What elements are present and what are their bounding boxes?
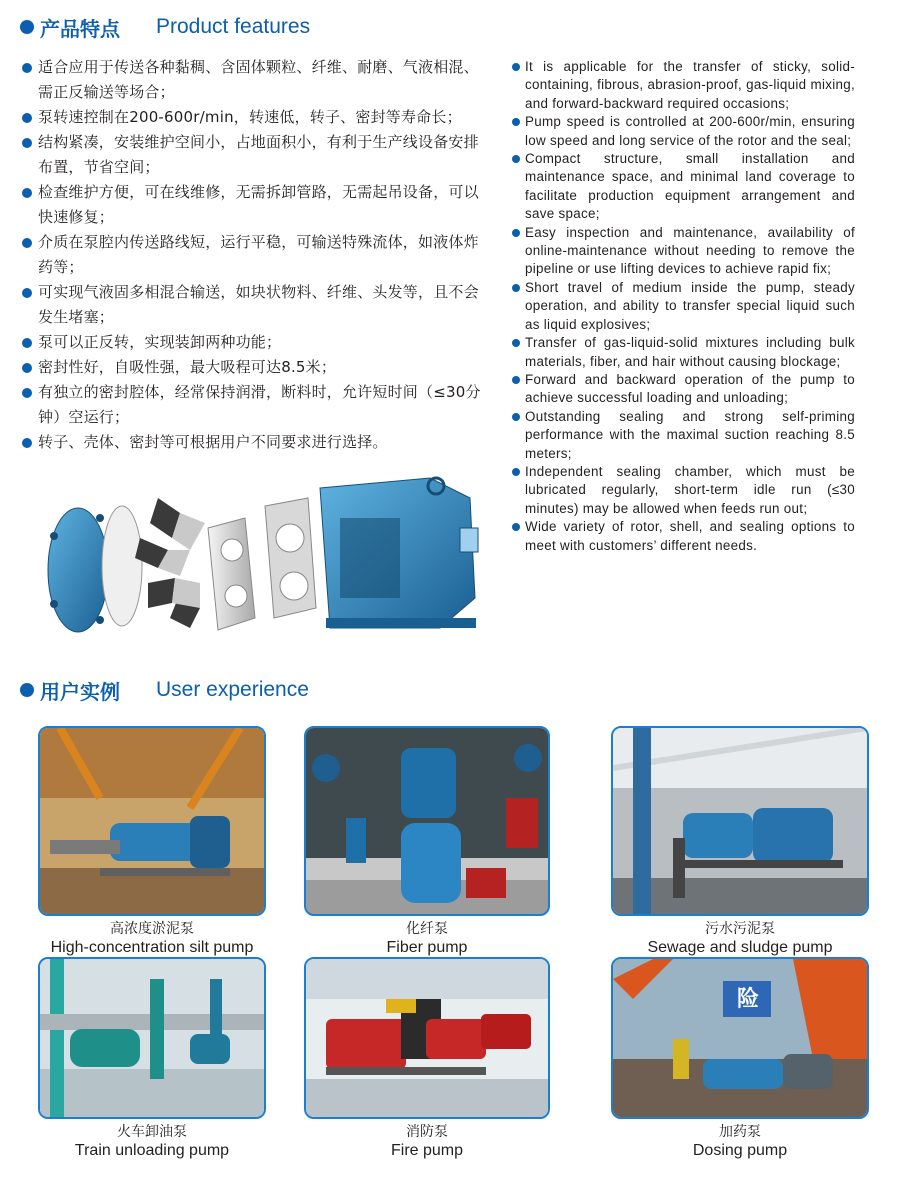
feature-en-item: Easy inspection and maintenance, availability of online-maintenance without needing to remove the pipeline or use lifting devices to achieve rapid fix; <box>512 224 855 279</box>
feature-zh-item: 介质在泵腔内传送路线短，运行平稳，可输送特殊流体，如液体炸药等； <box>22 230 492 280</box>
case-caption-zh: 污水污泥泵 <box>705 921 775 937</box>
feature-zh-item: 密封性好，自吸性强，最大吸程可达8.5米； <box>22 355 492 380</box>
case-caption-en: Fire pump <box>390 1142 464 1159</box>
case-photo-dosing-pump <box>611 957 869 1119</box>
experience-heading <box>20 675 309 705</box>
case-photo-fiber-pump <box>304 726 550 916</box>
case-caption-en: Fiber pump <box>386 939 468 956</box>
case-caption-zh: 化纤泵 <box>406 921 448 937</box>
case-card-fiber-pump <box>304 726 550 958</box>
feature-en-item: Forward and backward operation of the pump to achieve successful loading and unloading; <box>512 371 855 408</box>
case-caption-zh: 加药泵 <box>719 1124 761 1140</box>
features-title-en: Product features <box>156 15 311 38</box>
experience-title-zh: 用户实例 <box>40 679 120 704</box>
feature-en-item: Wide variety of rotor, shell, and sealing options to meet with customers’ different needs. <box>512 518 855 555</box>
case-card-train-unloading-pump <box>38 957 266 1161</box>
case-caption-zh: 高浓度淤泥泵 <box>110 921 194 937</box>
feature-zh-item: 转子、壳体、密封等可根据用户不同要求进行选择。 <box>22 430 492 455</box>
bullet-dot-icon <box>20 683 34 697</box>
feature-en-item: It is applicable for the transfer of sticky, solid-containing, fibrous, abrasion-proof, gas-liquid mixing, and forward-backward required occasions; <box>512 58 855 113</box>
case-caption-zh: 消防泵 <box>406 1124 448 1140</box>
case-caption-en: Train unloading pump <box>74 1142 230 1159</box>
case-caption-en: High-concentration silt pump <box>50 939 254 956</box>
case-caption-en: Dosing pump <box>692 1142 788 1159</box>
feature-zh-item: 有独立的密封腔体，经常保持润滑，断料时，允许短时间（≤30分钟）空运行； <box>22 380 492 430</box>
case-caption-en: Sewage and sludge pump <box>647 939 833 956</box>
case-card-silt-pump <box>38 726 266 958</box>
feature-en-item: Independent sealing chamber, which must be lubricated regularly, short-term idle run (≤30 minutes) may be allowed when feeds run out; <box>512 463 855 518</box>
case-photo-fire-pump <box>304 957 550 1119</box>
feature-en-item: Short travel of medium inside the pump, steady operation, and ability to transfer special liquid such as liquid explosives; <box>512 279 855 334</box>
features-heading <box>20 12 310 42</box>
case-card-fire-pump <box>304 957 550 1161</box>
feature-zh-item: 可实现气液固多相混合输送，如块状物料、纤维、头发等，且不会发生堵塞； <box>22 280 492 330</box>
feature-en-item: Transfer of gas-liquid-solid mixtures including bulk materials, fiber, and hair without causing blockage; <box>512 334 855 371</box>
features-list-zh <box>22 55 492 455</box>
case-caption-zh: 火车卸油泵 <box>117 1124 187 1140</box>
feature-zh-item: 适合应用于传送各种黏稠、含固体颗粒、纤维、耐磨、气液相混、需正反输送等场合； <box>22 55 492 105</box>
feature-zh-item: 检查维护方便，可在线维修，无需拆卸管路，无需起吊设备，可以快速修复； <box>22 180 492 230</box>
features-title-zh: 产品特点 <box>40 16 120 41</box>
feature-en-item: Pump speed is controlled at 200-600r/min, ensuring low speed and long service of the rotor and the seal; <box>512 113 855 150</box>
case-card-dosing-pump <box>611 957 869 1161</box>
bullet-dot-icon <box>20 20 34 34</box>
case-photo-silt-pump <box>38 726 266 916</box>
feature-en-item: Outstanding sealing and strong self-priming performance with the maximal suction reaching 8.5 meters; <box>512 408 855 463</box>
exploded-pump-illustration <box>40 458 480 658</box>
case-photo-train-unloading-pump <box>38 957 266 1119</box>
warning-sign-text: 险 <box>736 987 759 1012</box>
features-list-en <box>512 58 855 555</box>
case-photo-sewage-pump <box>611 726 869 916</box>
experience-title-en: User experience <box>156 678 309 701</box>
case-card-sewage-pump <box>611 726 869 958</box>
feature-zh-item: 结构紧凑，安装维护空间小，占地面积小，有利于生产线设备安排布置，节省空间； <box>22 130 492 180</box>
feature-en-item: Compact structure, small installation and maintenance space, and minimal land coverage to facilitate production equipment arrangement and save space; <box>512 150 855 224</box>
feature-zh-item: 泵可以正反转，实现装卸两种功能； <box>22 330 492 355</box>
feature-zh-item: 泵转速控制在200-600r/min，转速低，转子、密封等寿命长； <box>22 105 492 130</box>
